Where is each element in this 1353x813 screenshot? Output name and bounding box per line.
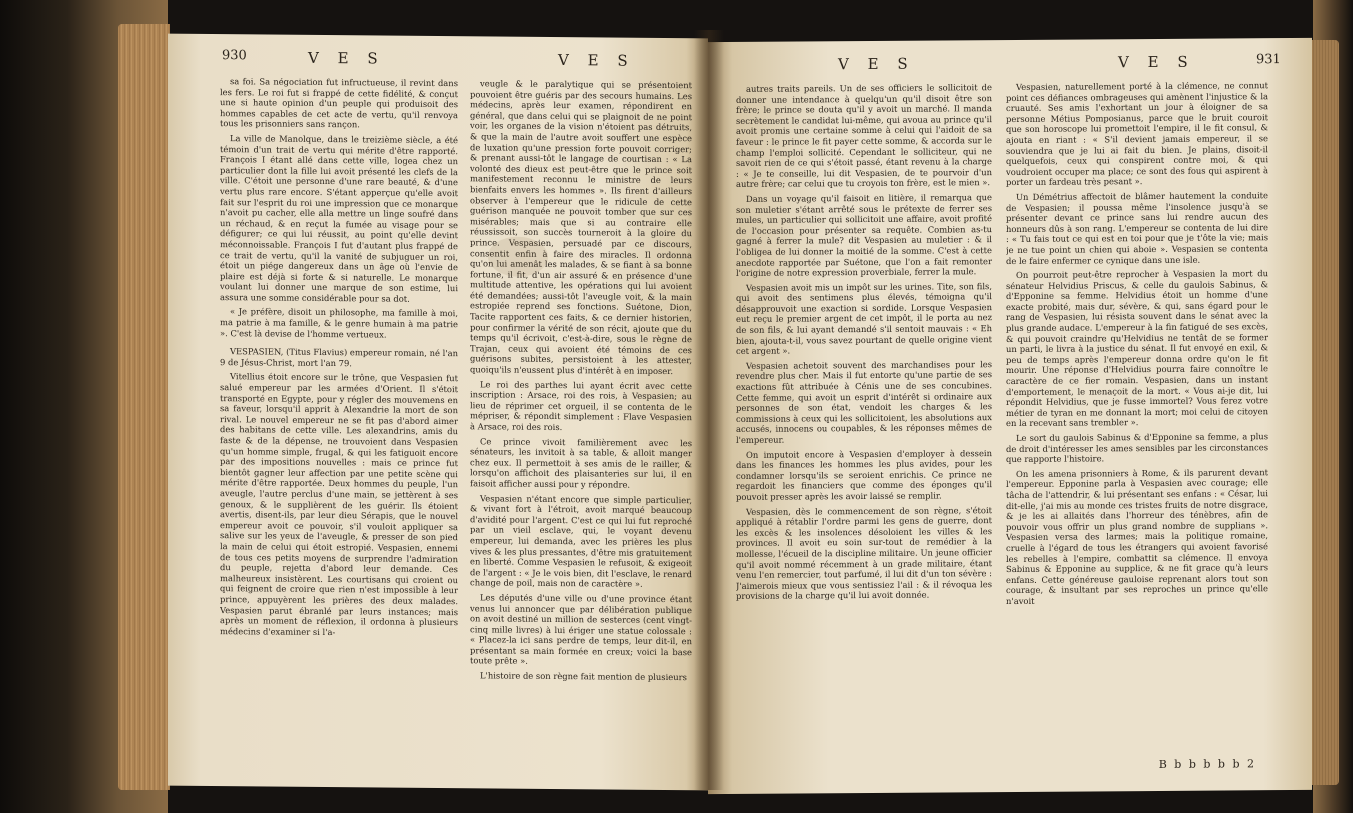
left-page (168, 34, 708, 791)
page-edges-right (1309, 40, 1339, 785)
text-paragraph: Le sort du gaulois Sabinus & d'Epponine sa femme, a plus de droit d'intéresser les ames sensibles par les circonstances que rapporte l'histoire. (1006, 431, 1268, 465)
text-paragraph: Dans un voyage qu'il faisoit en litière, il remarqua que son muletier s'étant arrêté sous le prétexte de ferrer ses mules, un particulier qui sollicitoit une affaire, avoit profité de l'occasion pour présenter sa requête. Combien as-tu gagné à ferrer la mule? dit Vespasien au muletier : & il l'obligea de lui donner la moitié de la somme. C'est à cette anecdote rapportée par Suétone, que l'on a fait remonter l'origine de notre expression proverbiale, ferrer la mule. (736, 192, 992, 279)
right-col2-heading: V E S (1118, 52, 1195, 72)
signature-mark: B b b b b b 2 (1158, 757, 1256, 771)
left-page-number: 930 (222, 48, 247, 64)
book-gutter-shadow (694, 30, 724, 790)
text-paragraph: « Je préfère, disoit un philosophe, ma famille à moi, ma patrie à ma famille, & le genre humain à ma patrie ». C'est là devise de l'homme vertueux. (220, 306, 458, 340)
left-col2-heading: V E S (558, 51, 635, 70)
text-paragraph: veugle & le paralytique qui se présentoient pouvoient être guéris par des secours humains. Les médecins, après leur examen, répondirent en général, que dans celui qui se plaignoit de ne point voir, les organes de la vision n'étoient pas détruits, & que la main de l'autre avoit souffert une espèce de luxation qu'une pression forte pouvoit corriger; & prenant aussi-tôt le langage de courtisan : « La volonté des dieux est peut-être que le prince soit manifestement reconnu le ministre de leurs bienfaits envers les hommes ». Ils firent d'ailleurs observer à l'empereur que le ridicule de cette guérison manquée ne pouvoit tomber que sur ces misérables; mais que si au contraire elle réussissoit, son succès tourneroit à la gloire du prince. Vespasien, persuadé par ce discours, consentit enfin à faire des miracles. Il ordonna qu'on lui amenât les malades, & se fiant à sa bonne fortune, il fit, d'un air assuré & en présence d'une multitude attentive, les opérations qui lui avoient été demandées; aussi-tôt l'aveugle voit, & la main estropiée reprend ses fonctions. Suétone, Dion, Tacite rapportent ces faits, & ce dernier historien, pour confirmer la vérité de son récit, ajoute que du temps qu'il écrivoit, c'est-à-dire, sous le règne de Trajan, ceux qui avoient été témoins de ces guérisons subites, persistoient à les attester, quoiqu'ils n'eussent plus d'intérêt à en imposer. (470, 78, 692, 377)
paper-stain (488, 236, 548, 277)
left-col1-heading: V E S (308, 48, 385, 68)
text-paragraph: Le roi des parthes lui ayant écrit avec cette inscription : Arsace, roi des rois, à Vespasien; au lieu de réprimer cet orgueil, il se contenta de le mépriser, & répondit simplement : Flave Vespasien à Arsace, roi des rois. (470, 378, 692, 433)
text-paragraph: On les amena prisonniers à Rome, & ils parurent devant l'empereur. Epponine parla à Vespasien avec courage; elle tâcha de l'attendrir, & lui présentant ses enfans : « César, lui dit-elle, j'ai mis au monde ces tristes fruits de notre disgrace, & je les ai allaités dans l'horreur des ténèbres, afin de pouvoir vous offrir un plus grand nombre de supplians ». Vespasien versa des larmes; mais la politique romaine, cruelle à l'égard de tous les étrangers qui avoient favorisé les rebelles à l'empire, combattit sa clémence. Il envoya Sabinus & Epponine au supplice, & ne fit grace qu'à leurs enfans. Cette généreuse gauloise reprenant alors tout son courage, & insultant par ses reproches un prince qu'elle n'avoit (1006, 466, 1268, 606)
text-paragraph: Ce prince vivoit familièrement avec les sénateurs, les invitoit à sa table, & alloit manger chez eux. Il permettoit à ses amis de le railler, & lorsqu'on affichoit des plaisanteries sur lui, il en faisoit afficher aussi pour y répondre. (470, 435, 692, 490)
right-running-head (708, 52, 1312, 80)
text-paragraph: Un Démétrius affectoit de blâmer hautement la conduite de Vespasien; il poussa même l'insolence jusqu'à se présenter devant ce prince sans lui rendre aucun des honneurs dûs à son rang. L'empereur se contenta de lui dire : « Tu fais tout ce qui est en toi pour que je t'ôte la vie; mais je ne tue point un chien qui aboie ». Vespasien se contenta de le faire enfermer ce cynique dans une isle. (1006, 190, 1268, 266)
right-column-1 (736, 82, 992, 784)
right-page-number: 931 (1256, 52, 1281, 68)
text-paragraph: Vespasien achetoit souvent des marchandises pour les revendre plus cher. Mais il fut entorte qu'une partie de ses exactions fût attribuée à Cénis une de ses concubines. Cette femme, qui avoit un esprit d'intérêt si ordinaire aux personnes de son état, vendoit les charges & les commissions à ceux qui les sollicitoient, les absolutions aux accusés, innocens ou coupables, & les réponses mêmes de l'empereur. (736, 358, 992, 445)
page-edges-left (118, 24, 170, 790)
text-paragraph: On imputoit encore à Vespasien d'employer à dessein dans les finances les hommes les plus avides, pour les condamner lorsqu'ils se seroient enrichis. Ce prince ne regardoit les financiers que comme des éponges qu'il pouvoit presser après les avoir laissé se remplir. (736, 447, 992, 502)
text-paragraph: On pourroit peut-être reprocher à Vespasien la mort du sénateur Helvidius Priscus, & celle du gaulois Sabinus, & d'Epponine sa femme. Helvidius étoit un homme d'une exacte probité, mais dur, sévère, & qui, sans égard pour le rang de Vespasien, lui résista souvent dans le sénat avec la plus grande audace. L'empereur à la fin fatigué de ses excès, & qui pouvoit craindre qu'Helvidius ne tentât de se former un parti, le livra à la justice du sénat. Il fut envoyé en exil, & peu de temps après l'empereur donna ordre qu'on le fit mourir. Une réponse d'Helvidius pourra faire connoître le caractère de ce fier romain. Vespasien, dans un instant d'emportement, le menaçoit de la mort. « Vous ai-je dit, lui répondit Helvidius, que je fusse immortel? Vous ferez votre métier de tyran en me donnant la mort; moi celui de citoyen en la recevant sans trembler ». (1006, 268, 1268, 429)
text-paragraph: Vespasien avoit mis un impôt sur les urines. Tite, son fils, qui avoit des sentimens plus élevés, témoigna qu'il désapprouvoit une exaction si sordide. Lorsque Vespasien eut reçu le premier argent de cet impôt, il le porta au nez de son fils, & lui ayant demandé s'il sentoit mauvais : « Eh bien, ajouta-t-il, vous savez pourtant de quelle origine vient cet argent ». (736, 280, 992, 357)
right-col1-heading: V E S (838, 54, 915, 74)
text-paragraph: La ville de Manolque, dans le treizième siècle, a été témoin d'un trait de vertu qui mérite d'être rapporté. François I étant allé dans cette ville, logea chez un particulier dont la fille lui avoit présenté les clefs de la ville. C'étoit une personne d'une rare beauté, & d'une vertu plus rare encore. S'étant apperçue qu'elle avoit fait sur l'esprit du roi une impression que ce monarque n'avoit pu cacher, elle alla mettre un linge soufré dans un réchaud, & en reçut la fumée au visage pour se défigurer; ce qui lui réussit, au point qu'elle devint méconnoissable. François I fut d'autant plus frappé de ce trait de vertu, qu'il la vanité de subjuguer un roi, étoit un piége dangereux dans un âge où l'envie de plaire est déjà si forte & si naturelle. Le monarque voulant lui donner une marque de son estime, lui assura une somme considérable pour sa dot. (220, 133, 458, 304)
left-running-head (168, 48, 708, 77)
left-column-2 (470, 78, 692, 784)
right-column-2 (1006, 80, 1268, 782)
text-paragraph: Vespasien, naturellement porté à la clémence, ne connut point ces défiances ombrageuses qui amènent l'injustice & la cruauté. Ses amis l'exhortant un jour à éloigner de sa personne Métius Pomposianus, parce que le bruit couroit que son horoscope lui promettoit l'empire, il le fit consul, & ajouta en riant : « S'il devient jamais empereur, il se souviendra que je lui ai fait du bien. Je plains, disoit-il quelquefois, ceux qui conspirent contre moi, & qui voudroient occuper ma place; ce sont des fous qui aspirent à porter un fardeau très pesant ». (1006, 80, 1268, 188)
text-paragraph: Vespasien, dès le commencement de son règne, s'étoit appliqué à rétablir l'ordre parmi les gens de guerre, dont les excès & les insolences désoloient les villes & les provinces. Il avoit eu soin sur-tout de remédier à la mollesse, l'écueil de la discipline militaire. Un jeune officier qu'il avoit nommé récemment à un grade militaire, étant venu l'en remercier, tout parfumé, il lui dit d'un ton sévère : J'aimerois mieux que vous sentissiez l'ail : & il révoqua les provisions de la charge qu'il lui avoit donnée. (736, 504, 992, 602)
text-paragraph: L'histoire de son règne fait mention de plusieurs (480, 670, 687, 683)
text-paragraph: Les députés d'une ville ou d'une province étant venus lui annoncer que par délibération publique on avoit destiné un million de sesterces (cent vingt-cinq mille livres) à lui ériger une statue colossale : « Placez-la ici sans perdre de temps, leur dit-il, en présentant sa main formée en creux; voici la base toute prête ». (470, 592, 692, 667)
entry-heading-vespasien: VESPASIEN, (Titus Flavius) empereur romain, né l'an 9 de Jésus-Christ, mort l'an 79. (220, 346, 458, 369)
text-paragraph: autres traits pareils. Un de ses officiers le sollicitoit de donner une intendance à quelqu'un qu'il disoit être son frère; le prince se douta qu'il y avoit un marché. Il manda secrètement le candidat lui-même, qui avoua au prince qu'il avoit promis une certaine somme à celui qui l'aidoit de sa faveur : le prince le fit payer cette somme, & accorda sur le champ l'emploi sollicité. Cependant le solliciteur, qui ne savoit rien de ce qui s'étoit passé, étant revenu à la charge : « Je te conseille, lui dit Vespasien, de te pourvoir d'un autre frère; car celui que tu croyois ton frère, est le mien ». (736, 82, 992, 190)
text-paragraph: Vespasien n'étant encore que simple particulier, & vivant fort à l'étroit, avoit marqué beaucoup d'avidité pour l'argent. C'est ce qui lui fut reproché par un vieil esclave, qui, le voyant devenu empereur, lui demanda, avec les prières les plus vives & les plus pressantes, d'être mis gratuitement en liberté. Comme Vespasien le refusoit, & exigeoit de l'argent : « Je le vois bien, dit l'esclave, le renard change de poil, mais non de caractère ». (470, 492, 692, 590)
text-paragraph: sa foi. Sa négociation fut infructueuse, il revint dans les fers. Le roi fut si frappé de cette fidélité, & conçut une si haute opinion d'un peuple qui produisoit des hommes capables de cet acte de vertu, qu'il renvoya tous les prisonniers sans rançon. (220, 76, 458, 130)
right-page (708, 38, 1312, 794)
left-column-1 (220, 76, 458, 782)
text-paragraph: Vitellius étoit encore sur le trône, que Vespasien fut salué empereur par les armées d'Orient. Il s'étoit transporté en Egypte, pour y régler des mouvemens en sa faveur, lorsqu'il apprit à Alexandrie la mort de son rival. Le nouvel empereur ne se fit pas d'abord aimer des habitans de cette ville. Les alexandrins, amis du faste & de la dépense, ne trouvoient dans Vespasien qu'un homme simple, frugal, & qui les fatiguoit encore par des impositions nouvelles : mais ce prince fut bientôt gagner leur affection par une petite scène qui mérite d'être rapportée. Deux hommes du peuple, l'un aveugle, l'autre perclus d'une main, se jettèrent à ses genoux, & le supplièrent de les guérir. Ils étoient avertis, disent-ils, par leur dieu Sérapis, que le nouvel empereur avoit ce pouvoir, s'il vouloit appliquer sa salive sur les yeux de l'aveugle, & presser de son pied la main de celui qui étoit estropié. Vespasien, ennemi de tous ces petits moyens de surprendre l'admiration du peuple, rejetta d'abord leur demande. Ces malheureux insistèrent. Les courtisans qui croient ou qui feignent de croire que rien n'est impossible à leur prince, appuyèrent les prières des deux malades. Vespasien parut ébranlé par leurs instances; mais après un moment de réflexion, il ordonna à plusieurs médecins d'examiner si l'a- (220, 371, 458, 637)
